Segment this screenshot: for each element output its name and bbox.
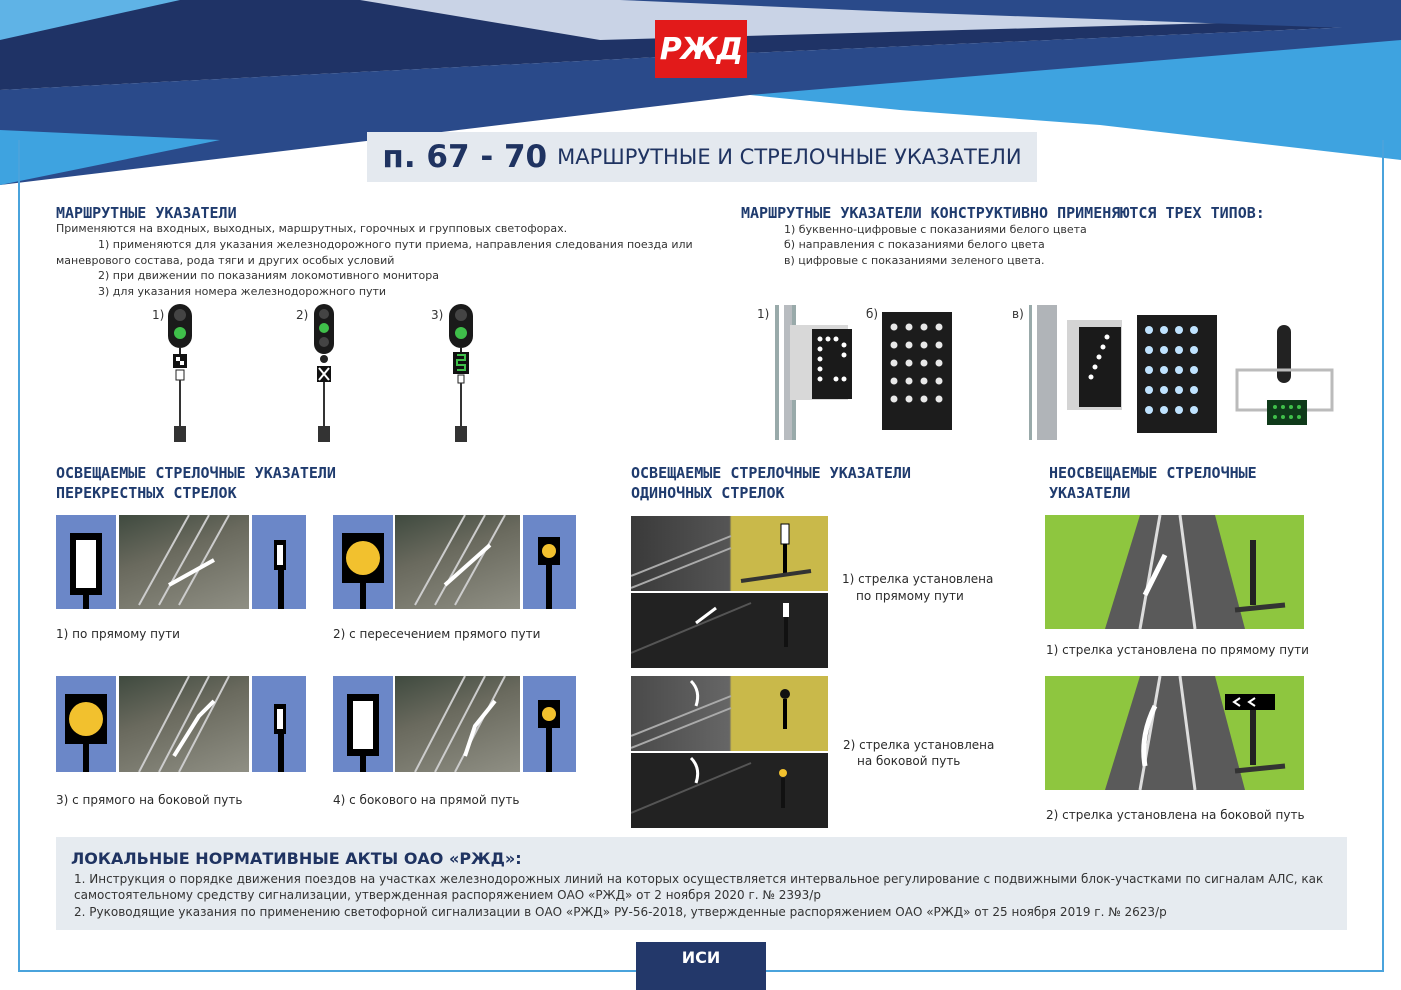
- unlit-caption: 1) стрелка установлена по прямому пути: [1046, 643, 1309, 657]
- route-text-line: 2) при движении по показаниям локомотивного монитора: [98, 269, 439, 282]
- unlit-switch-side-image: [1045, 676, 1304, 790]
- indicator-side-image: [252, 676, 306, 772]
- photo-label: б): [866, 307, 879, 321]
- route-type-line: 1) буквенно-цифровые с показаниями белого цвета: [784, 223, 1087, 236]
- single-caption: на боковой путь: [857, 754, 961, 768]
- local-act-line: 1. Инструкция о порядке движения поездов на участках железнодорожных линий на которых осуществляется интервальное регулирование с подвижными блок-участками по сигналам АЛС, как: [74, 872, 1324, 886]
- photo-label: в): [1012, 307, 1024, 321]
- white-indicator-image: [333, 676, 393, 772]
- single-switch-heading-2: ОДИНОЧНЫХ СТРЕЛОК: [631, 484, 785, 502]
- cross-switch-heading-2: ПЕРЕКРЕСТНЫХ СТРЕЛОК: [56, 484, 237, 502]
- signal-label: 3): [431, 308, 444, 322]
- single-caption: 1) стрелка установлена: [842, 572, 994, 586]
- footer-label: ИСИ: [636, 942, 766, 990]
- track-image: [119, 676, 249, 772]
- signal-label: 1): [152, 308, 165, 322]
- cross-caption: 3) с прямого на боковой путь: [56, 793, 243, 807]
- local-acts-section: [56, 837, 1347, 930]
- single-switch-side-day: [631, 676, 828, 751]
- unlit-switch-straight-image: [1045, 515, 1304, 629]
- signal-1-icon: [165, 302, 195, 444]
- cross-caption: 4) с бокового на прямой путь: [333, 793, 520, 807]
- route-text-line: Применяются на входных, выходных, маршрутных, горочных и групповых светофорах.: [56, 222, 568, 235]
- alphanumeric-indicator-photo: [770, 305, 865, 440]
- digital-indicator-photos: [1027, 305, 1337, 440]
- route-text-line: 3) для указания номера железнодорожного пути: [98, 285, 387, 298]
- unlit-switch-heading: НЕОСВЕЩАЕМЫЕ СТРЕЛОЧНЫЕ: [1049, 464, 1257, 482]
- single-caption: 2) стрелка установлена: [843, 738, 995, 752]
- page-title: [367, 132, 1037, 182]
- route-text-line: 1) применяются для указания железнодорожного пути приема, направления следования поезда или: [98, 238, 693, 251]
- route-indicators-heading: МАРШРУТНЫЕ УКАЗАТЕЛИ: [56, 204, 237, 222]
- track-image: [395, 515, 520, 609]
- route-types-heading: МАРШРУТНЫЕ УКАЗАТЕЛИ КОНСТРУКТИВНО ПРИМЕНЯЮТСЯ ТРЕХ ТИПОВ:: [741, 204, 1265, 222]
- signal-3-icon: [446, 302, 476, 444]
- route-type-line: в) цифровые с показаниями зеленого цвета.: [784, 254, 1045, 267]
- rzd-logo: РЖД: [655, 20, 747, 78]
- indicator-side-image: [523, 676, 576, 772]
- single-switch-heading: ОСВЕЩАЕМЫЕ СТРЕЛОЧНЫЕ УКАЗАТЕЛИ: [631, 464, 911, 482]
- route-text-line: маневрового состава, рода тяги и других особых условий: [56, 254, 395, 267]
- single-switch-side-night: [631, 753, 828, 828]
- unlit-switch-heading-2: УКАЗАТЕЛИ: [1049, 484, 1131, 502]
- title-number: п. 67 - 70: [382, 139, 548, 175]
- track-image: [395, 676, 520, 772]
- cross-caption: 2) с пересечением прямого пути: [333, 627, 541, 641]
- single-switch-straight-night: [631, 593, 828, 668]
- local-act-line: самостоятельному средству сигнализации, утвержденная распоряжением ОАО «РЖД» от 2 ноября 2020 г. № 2393/р: [74, 888, 821, 902]
- photo-label: 1): [757, 307, 770, 321]
- yellow-indicator-image: [333, 515, 393, 609]
- local-acts-title: ЛОКАЛЬНЫЕ НОРМАТИВНЫЕ АКТЫ ОАО «РЖД»:: [71, 849, 522, 868]
- title-text: МАРШРУТНЫЕ И СТРЕЛОЧНЫЕ УКАЗАТЕЛИ: [557, 145, 1022, 169]
- cross-caption: 1) по прямому пути: [56, 627, 180, 641]
- single-caption: по прямому пути: [856, 589, 964, 603]
- track-image: [119, 515, 249, 609]
- direction-indicator-photo: [882, 312, 952, 430]
- unlit-caption: 2) стрелка установлена на боковой путь: [1046, 808, 1305, 822]
- yellow-indicator-image: [56, 676, 116, 772]
- single-switch-straight-day: [631, 516, 828, 591]
- indicator-side-image: [252, 515, 306, 609]
- cross-switch-heading: ОСВЕЩАЕМЫЕ СТРЕЛОЧНЫЕ УКАЗАТЕЛИ: [56, 464, 336, 482]
- indicator-side-image: [523, 515, 576, 609]
- local-act-line: 2. Руководящие указания по применению светофорной сигнализации в ОАО «РЖД» РУ-56-2018, утвержденные распоряжением ОАО «РЖД» от 25 ноября 2019 г. № 2623/р: [74, 905, 1167, 919]
- route-type-line: б) направления с показаниями белого цвета: [784, 238, 1045, 251]
- signal-label: 2): [296, 308, 309, 322]
- white-indicator-image: [56, 515, 116, 609]
- signal-2-icon: [309, 302, 339, 444]
